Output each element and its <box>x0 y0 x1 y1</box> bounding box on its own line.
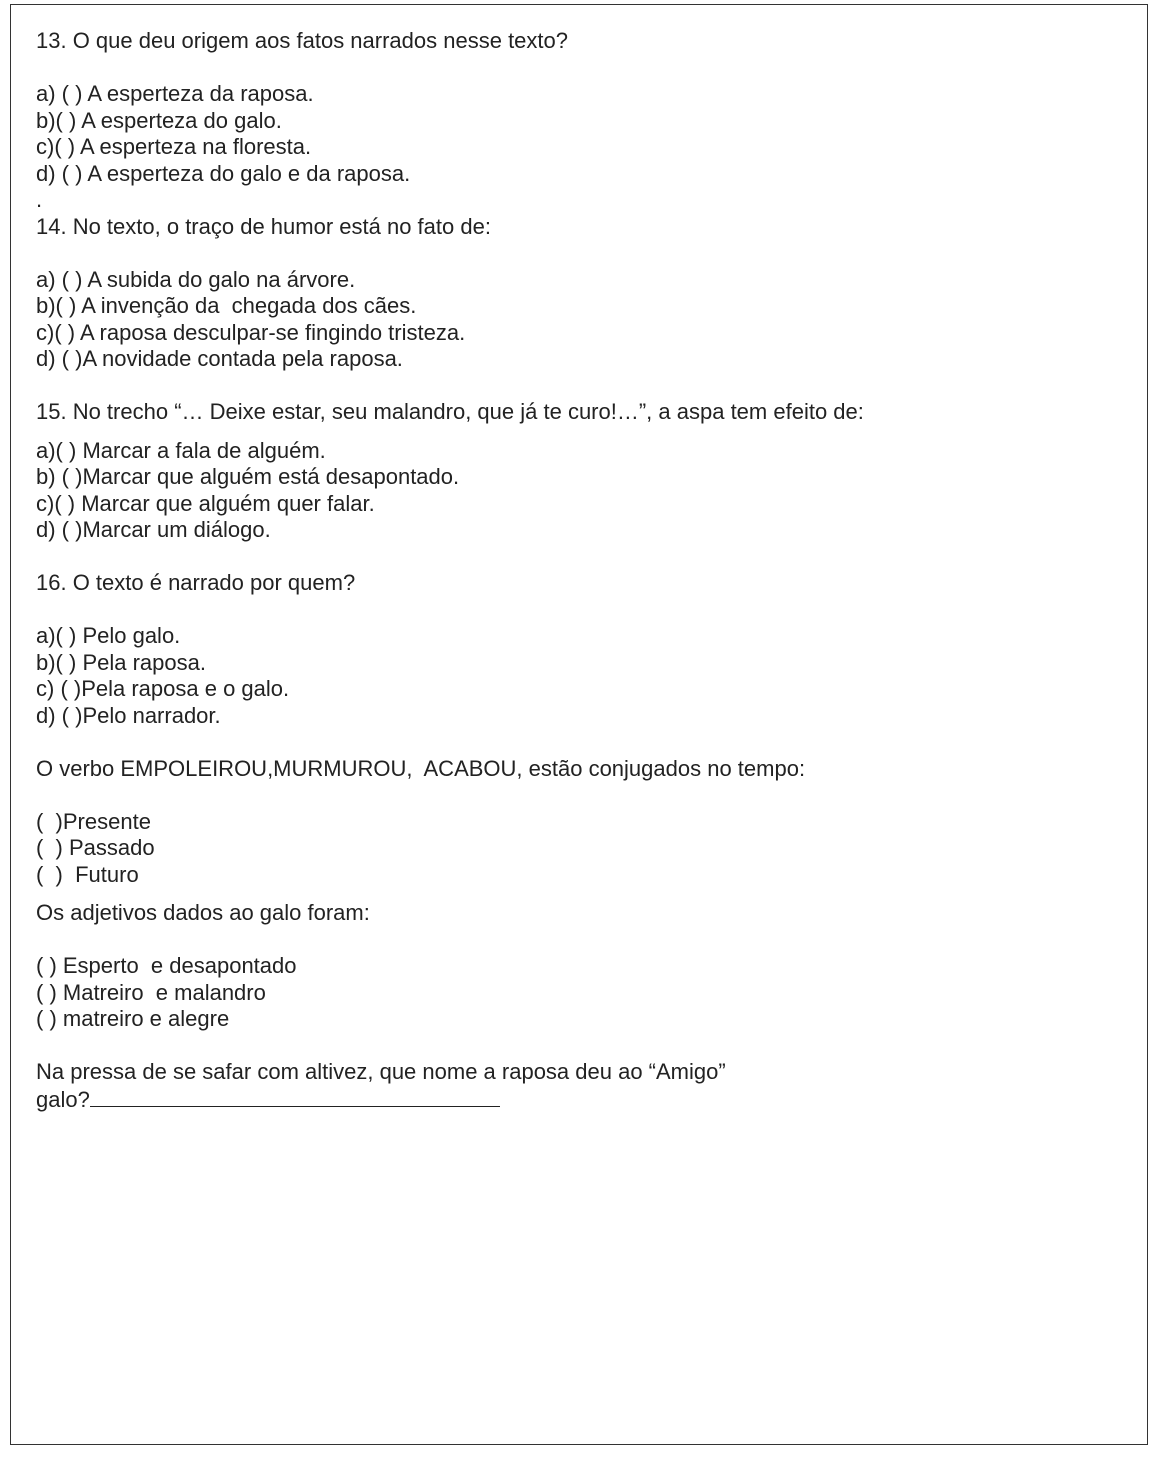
question-16-option-d[interactable]: d) ( )Pelo narrador. <box>36 702 221 728</box>
question-13-option-b[interactable]: b)( ) A esperteza do galo. <box>36 107 282 133</box>
question-15-text: 15. No trecho “… Deixe estar, seu malandro, que já te curo!…”, a aspa tem efeito de: <box>36 399 864 424</box>
verb-tense-option-futuro[interactable]: ( ) Futuro <box>36 861 139 887</box>
adjectives-question: Os adjetivos dados ao galo foram: <box>36 900 370 925</box>
worksheet-content <box>36 28 1116 1112</box>
question-15-option-d[interactable]: d) ( )Marcar um diálogo. <box>36 517 271 542</box>
question-13-option-a[interactable]: a) ( ) A esperteza da raposa. <box>36 81 314 106</box>
question-16-option-a[interactable]: a)( ) Pelo galo. <box>36 623 181 648</box>
question-13-option-d[interactable]: d) ( ) A esperteza do galo e da raposa. <box>36 160 411 186</box>
name-question-line-1: Na pressa de se safar com altivez, que nome a raposa deu ao “Amigo” <box>36 1059 726 1084</box>
answer-blank-line[interactable] <box>90 1086 500 1107</box>
question-14-option-c[interactable]: c)( ) A raposa desculpar-se fingindo tristeza. <box>36 319 466 345</box>
question-14-option-d[interactable]: d) ( )A novidade contada pela raposa. <box>36 346 403 371</box>
adjectives-option-2[interactable]: ( ) Matreiro e malandro <box>36 979 266 1005</box>
question-15-option-a[interactable]: a)( ) Marcar a fala de alguém. <box>36 437 326 463</box>
question-16-option-b[interactable]: b)( ) Pela raposa. <box>36 649 206 675</box>
name-question-line-2 <box>36 1086 1116 1113</box>
question-14-option-b[interactable]: b)( ) A invenção da chegada dos cães. <box>36 293 417 318</box>
question-16-text: 16. O texto é narrado por quem? <box>36 570 356 595</box>
question-15-option-b[interactable]: b) ( )Marcar que alguém está desapontado. <box>36 464 460 489</box>
question-14-text: 14. No texto, o traço de humor está no fato de: <box>36 213 491 239</box>
question-16-option-c[interactable]: c) ( )Pela raposa e o galo. <box>36 676 290 701</box>
verb-tense-option-presente[interactable]: ( )Presente <box>36 808 151 834</box>
verb-tense-option-passado[interactable]: ( ) Passado <box>36 835 155 860</box>
question-13-text: 13. O que deu origem aos fatos narrados nesse texto? <box>36 28 568 53</box>
adjectives-option-1[interactable]: ( ) Esperto e desapontado <box>36 953 297 978</box>
question-13-option-c[interactable]: c)( ) A esperteza na floresta. <box>36 134 312 159</box>
name-question-label: galo? <box>36 1086 90 1112</box>
adjectives-option-3[interactable]: ( ) matreiro e alegre <box>36 1006 230 1031</box>
question-15-option-c[interactable]: c)( ) Marcar que alguém quer falar. <box>36 490 375 516</box>
stray-period: . <box>36 187 43 212</box>
question-14-option-a[interactable]: a) ( ) A subida do galo na árvore. <box>36 266 356 292</box>
verb-tense-question: O verbo EMPOLEIROU,MURMUROU, ACABOU, estão conjugados no tempo: <box>36 755 806 781</box>
